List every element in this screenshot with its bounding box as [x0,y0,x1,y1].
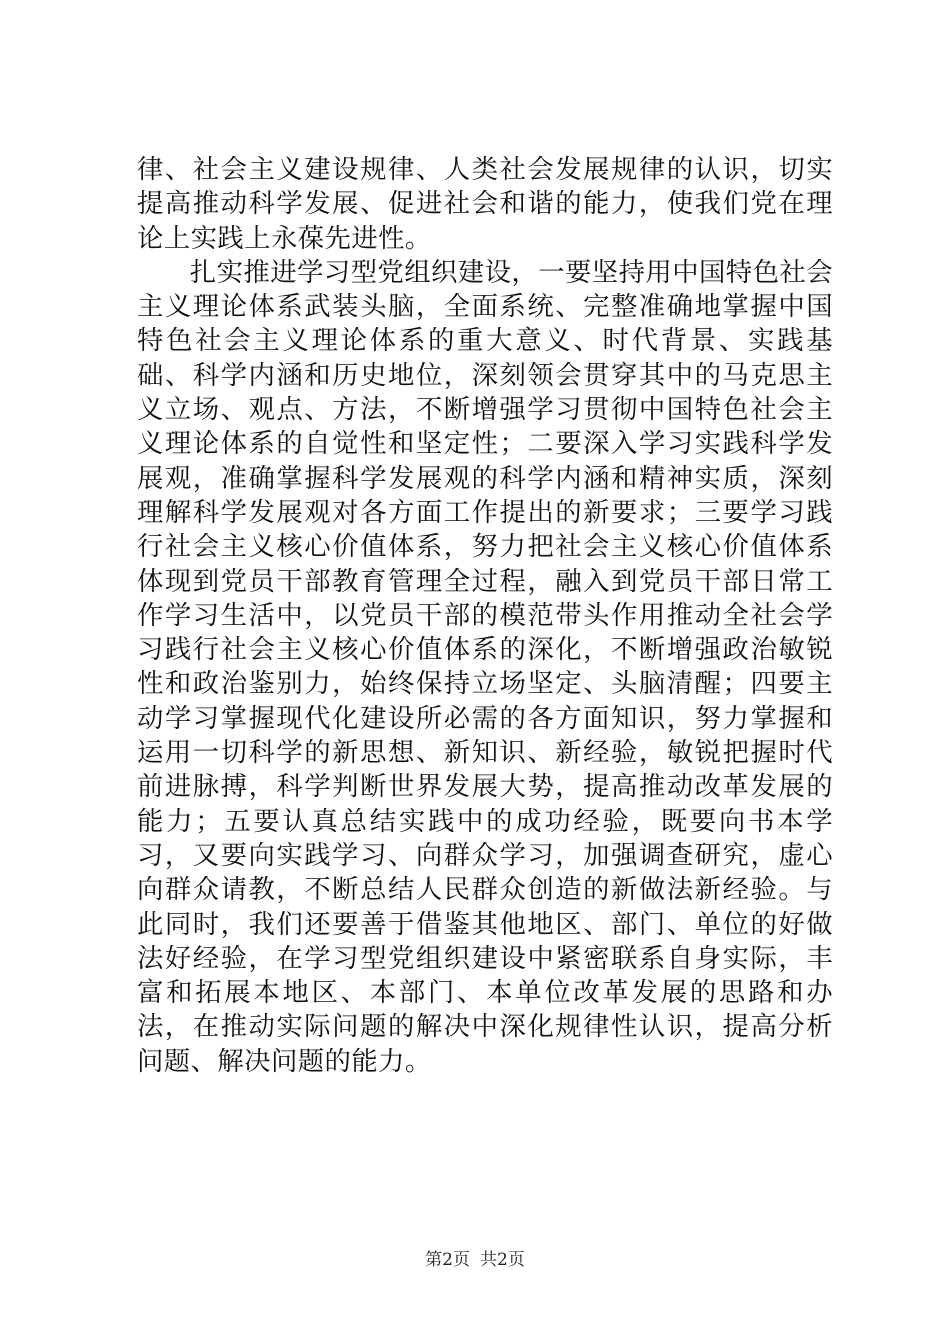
page-number: 第2页 [425,1250,470,1270]
page-footer [0,1245,950,1270]
paragraph-main: 扎实推进学习型党组织建设，一要坚持用中国特色社会主义理论体系武装头脑，全面系统、完整准确地掌握中国特色社会主义理论体系的重大意义、时代背景、实践基础、科学内涵和历史地位，深刻领会贯穿其中的马克思主义立场、观点、方法，不断增强学习贯彻中国特色社会主义理论体系的自觉性和坚定性；二要深入学习实践科学发展观，准确掌握科学发展观的科学内涵和精神实质，深刻理解科学发展观对各方面工作提出的新要求；三要学习践行社会主义核心价值体系，努力把社会主义核心价值体系体现到党员干部教育管理全过程，融入到党员干部日常工作学习生活中，以党员干部的模范带头作用推动全社会学习践行社会主义核心价值体系的深化，不断增强政治敏锐性和政治鉴别力，始终保持立场坚定、头脑清醒；四要主动学习掌握现代化建设所必需的各方面知识，努力掌握和运用一切科学的新思想、新知识、新经验，敏锐把握时代前进脉搏，科学判断世界发展大势，提高推动改革发展的能力；五要认真总结实践中的成功经验，既要向书本学习，又要向实践学习、向群众学习，加强调查研究，虚心向群众请教，不断总结人民群众创造的新做法新经验。与此同时，我们还要善于借鉴其他地区、部门、单位的好做法好经验，在学习型党组织建设中紧密联系自身实际，丰富和拓展本地区、本部门、本单位改革发展的思路和办法，在推动实际问题的解决中深化规律性认识，提高分析问题、解决问题的能力。 [137,256,833,1077]
body-text [137,153,833,1079]
paragraph-continuation: 律、社会主义建设规律、人类社会发展规律的认识，切实提高推动科学发展、促进社会和谐的能力，使我们党在理论上实践上永葆先进性。 [137,154,833,254]
page-total: 共2页 [480,1250,525,1270]
